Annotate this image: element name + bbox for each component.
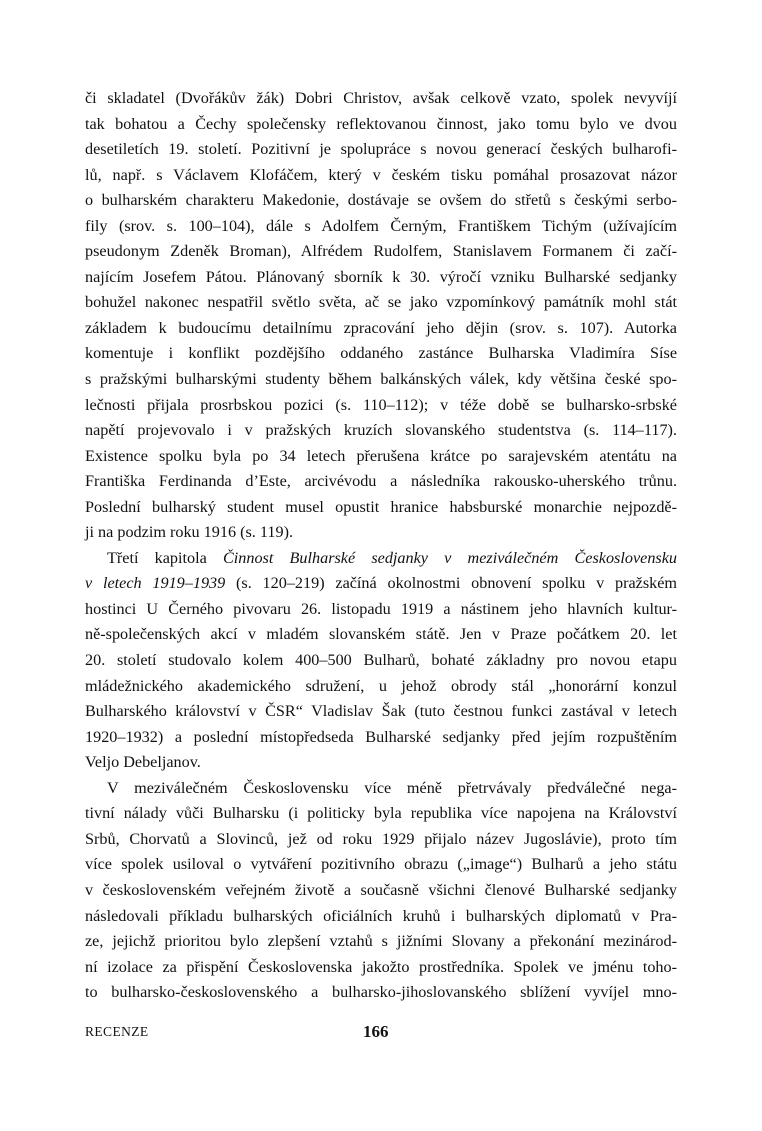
text-line: fily (srov. s. 100–104), dále s Adolfem Černým, Františkem Tichým (užívajícím: [85, 216, 677, 235]
text-line: lů, např. s Václavem Klofáčem, který v českém tisku pomáhal prosazovat názor: [85, 165, 677, 184]
text-line: to bulharsko-československého a bulharsko-jihoslovanského sblížení vyvíjel mno-: [85, 983, 677, 1002]
text-line: Poslední bulharský student musel opustit hranice habsburské monarchie nejpozdě-: [85, 497, 677, 516]
text-line: tak bohatou a Čechy společensky reflektovanou činnost, jako tomu bylo ve dvou: [85, 114, 677, 133]
text-line: s pražskými bulharskými studenty během balkánských válek, kdy většina české spo-: [85, 370, 677, 389]
text-line: ze, jejichž prioritou bylo zlepšení vztahů s jižními Slovany a překonání mezinárod-: [85, 932, 677, 951]
text-line: V meziválečném Československu více méně přetrvávaly předválečné nega-: [107, 778, 677, 797]
text-span: Třetí kapitola: [107, 548, 223, 567]
text-line: ní izolace za přispění Československa jakožto prostředníka. Spolek ve jménu toho-: [85, 957, 677, 976]
text-line: najícím Josefem Pátou. Plánovaný sborník k 30. výročí vzniku Bulharské sedjanky: [85, 267, 677, 286]
text-line: o bulharském charakteru Makedonie, dostávaje se ovšem do střetů s českými serbo-: [85, 191, 677, 210]
text-line: Bulharského království v ČSR“ Vladislav Šak (tuto čestnou funkci zastával v letech: [85, 702, 677, 721]
page-body: [85, 86, 677, 1006]
text-span: (s. 120–219) začíná okolnostmi obnovení spolku v pražském: [225, 574, 678, 593]
text-line: lečnosti přijala prosrbskou pozici (s. 110–112); v téže době se bulharsko-srbské: [85, 395, 677, 414]
text-line: Existence spolku byla po 34 letech přerušena krátce po sarajevském atentátu na: [85, 446, 677, 465]
text-line: Veljo Debeljanov.: [85, 753, 201, 772]
text-line: v československém veřejném životě a současně všichni členové Bulharské sedjanky: [85, 880, 677, 899]
text-line: desetiletích 19. století. Pozitivní je spolupráce s novou generací českých bulharofi-: [85, 140, 677, 159]
text-line: Srbů, Chorvatů a Slovinců, jež od roku 1929 přijalo název Jugoslávie), proto tím: [85, 829, 677, 848]
text-line: ně-společenských akcí v mladém slovanském státě. Jen v Praze počátkem 20. let: [85, 625, 677, 644]
text-line: tivní nálady vůči Bulharsku (i politicky byla republika více napojena na Království: [85, 804, 677, 823]
text-line: hostinci U Černého pivovaru 26. listopadu 1919 a nástinem jeho hlavních kultur-: [85, 599, 677, 618]
chapter-title-italic: v letech 1919–1939: [85, 574, 226, 593]
text-line: bohužel nakonec nespatřil světlo světa, ač se jako vzpomínkový památník mohl stát: [85, 293, 677, 312]
text-line: pseudonym Zdeněk Broman), Alfrédem Rudolfem, Stanislavem Formanem či začí-: [85, 242, 677, 261]
chapter-title-italic: Činnost Bulharské sedjanky v meziválečném Československu: [222, 548, 677, 567]
text-line: 20. století studovalo kolem 400–500 Bulharů, bohaté základny pro novou etapu: [85, 651, 677, 670]
text-line: základem k budoucímu detailnímu zpracování jeho dějin (srov. s. 107). Autorka: [85, 318, 677, 337]
text-line: více spolek usiloval o vytváření pozitivního obrazu („image“) Bulharů a jeho státu: [85, 855, 677, 874]
text-line: komentuje i konflikt pozdějšího oddaného zastánce Bulharska Vladimíra Síse: [85, 344, 677, 363]
text-line: [85, 571, 677, 597]
text-line: mládežnického akademického sdružení, u jehož obrody stál „honorární konzul: [85, 676, 677, 695]
text-line: napětí projevovalo i v pražských kruzích slovanského studentstva (s. 114–117).: [85, 421, 677, 440]
text-line: Františka Ferdinanda d’Este, arcivévodu a následníka rakousko-uherského trůnu.: [85, 472, 677, 491]
text-line: následovali příkladu bulharských oficiálních kruhů i bulharských diplomatů v Pra-: [85, 906, 677, 925]
text-line: 1920–1932) a poslední místopředseda Bulharské sedjanky před jejím rozpuštěním: [85, 727, 677, 746]
text-line: ji na podzim roku 1916 (s. 119).: [85, 523, 294, 542]
text-line: [85, 546, 677, 572]
footer-section-label: RECENZE: [85, 1024, 149, 1039]
text-line: či skladatel (Dvořákův žák) Dobri Christov, avšak celkově vzato, spolek nevyvíjí: [85, 89, 677, 107]
page-number: 166: [363, 1022, 389, 1041]
